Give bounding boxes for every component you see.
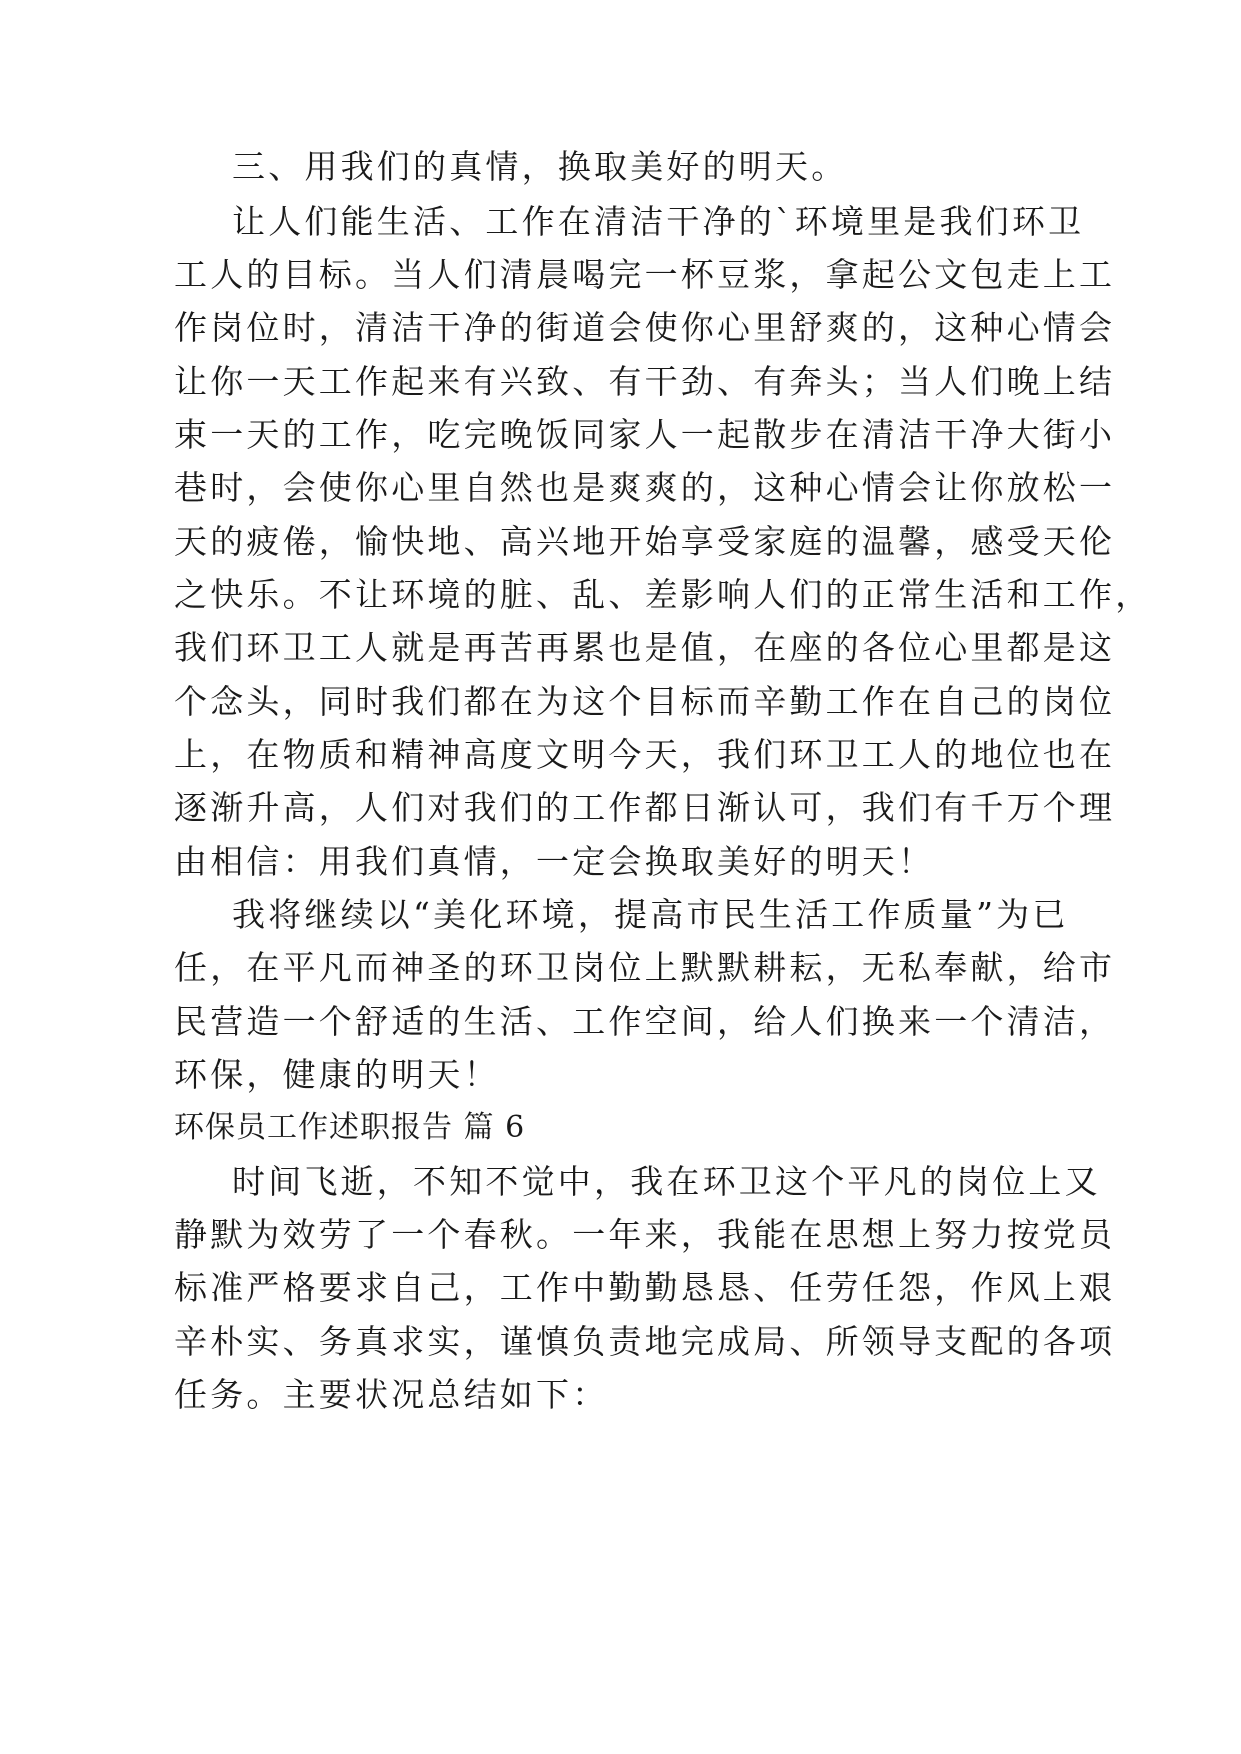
paragraph-line: 之快乐。不让环境的脏、乱、差影响人们的正常生活和工作， xyxy=(174,575,1152,614)
paragraph-line: 巷时，会使你心里自然也是爽爽的，这种心情会让你放松一 xyxy=(174,468,1116,507)
paragraph-line: 上，在物质和精神高度文明今天，我们环卫工人的地位也在 xyxy=(174,735,1116,774)
paragraph-line: 我将继续以“美化环境，提高市民生活工作质量”为已 xyxy=(232,895,1069,934)
paragraph-line: 环保，健康的明天！ xyxy=(174,1055,500,1094)
paragraph-line: 作岗位时，清洁干净的街道会使你心里舒爽的，这种心情会 xyxy=(174,308,1116,347)
paragraph-line: 任，在平凡而神圣的环卫岗位上默默耕耘，无私奉献，给市 xyxy=(174,948,1116,987)
paragraph-line: 静默为效劳了一个春秋。一年来，我能在思想上努力按党员 xyxy=(174,1215,1116,1254)
paragraph-line: 标准严格要求自己，工作中勤勤恳恳、任劳任怨，作风上艰 xyxy=(174,1268,1116,1307)
paragraph-line: 我们环卫工人就是再苦再累也是值，在座的各位心里都是这 xyxy=(174,628,1116,667)
paragraph-line: 由相信：用我们真情，一定会换取美好的明天！ xyxy=(174,842,935,881)
paragraph-line: 天的疲倦，愉快地、高兴地开始享受家庭的温馨，感受天伦 xyxy=(174,522,1116,561)
paragraph-line: 辛朴实、务真求实，谨慎负责地完成局、所领导支配的各项 xyxy=(174,1322,1116,1361)
paragraph-line: 个念头，同时我们都在为这个目标而辛勤工作在自己的岗位 xyxy=(174,682,1116,721)
paragraph-line: 三、用我们的真情，换取美好的明天。 xyxy=(232,147,848,186)
paragraph-line: 逐渐升高，人们对我们的工作都日渐认可，我们有千万个理 xyxy=(174,788,1116,827)
paragraph-line: 工人的目标。当人们清晨喝完一杯豆浆，拿起公文包走上工 xyxy=(174,255,1116,294)
paragraph-line: 时间飞逝，不知不觉中，我在环卫这个平凡的岗位上又 xyxy=(232,1162,1101,1201)
paragraph-line: 让你一天工作起来有兴致、有干劲、有奔头；当人们晚上结 xyxy=(174,362,1116,401)
section-heading: 环保员工作述职报告 篇 6 xyxy=(174,1110,526,1145)
paragraph-line: 民营造一个舒适的生活、工作空间，给人们换来一个清洁， xyxy=(174,1002,1116,1041)
paragraph-line: 任务。主要状况总结如下： xyxy=(174,1375,609,1414)
paragraph-line: 束一天的工作，吃完晚饭同家人一起散步在清洁干净大街小 xyxy=(174,415,1116,454)
paragraph-line: 让人们能生活、工作在清洁干净的`环境里是我们环卫 xyxy=(232,202,1085,241)
